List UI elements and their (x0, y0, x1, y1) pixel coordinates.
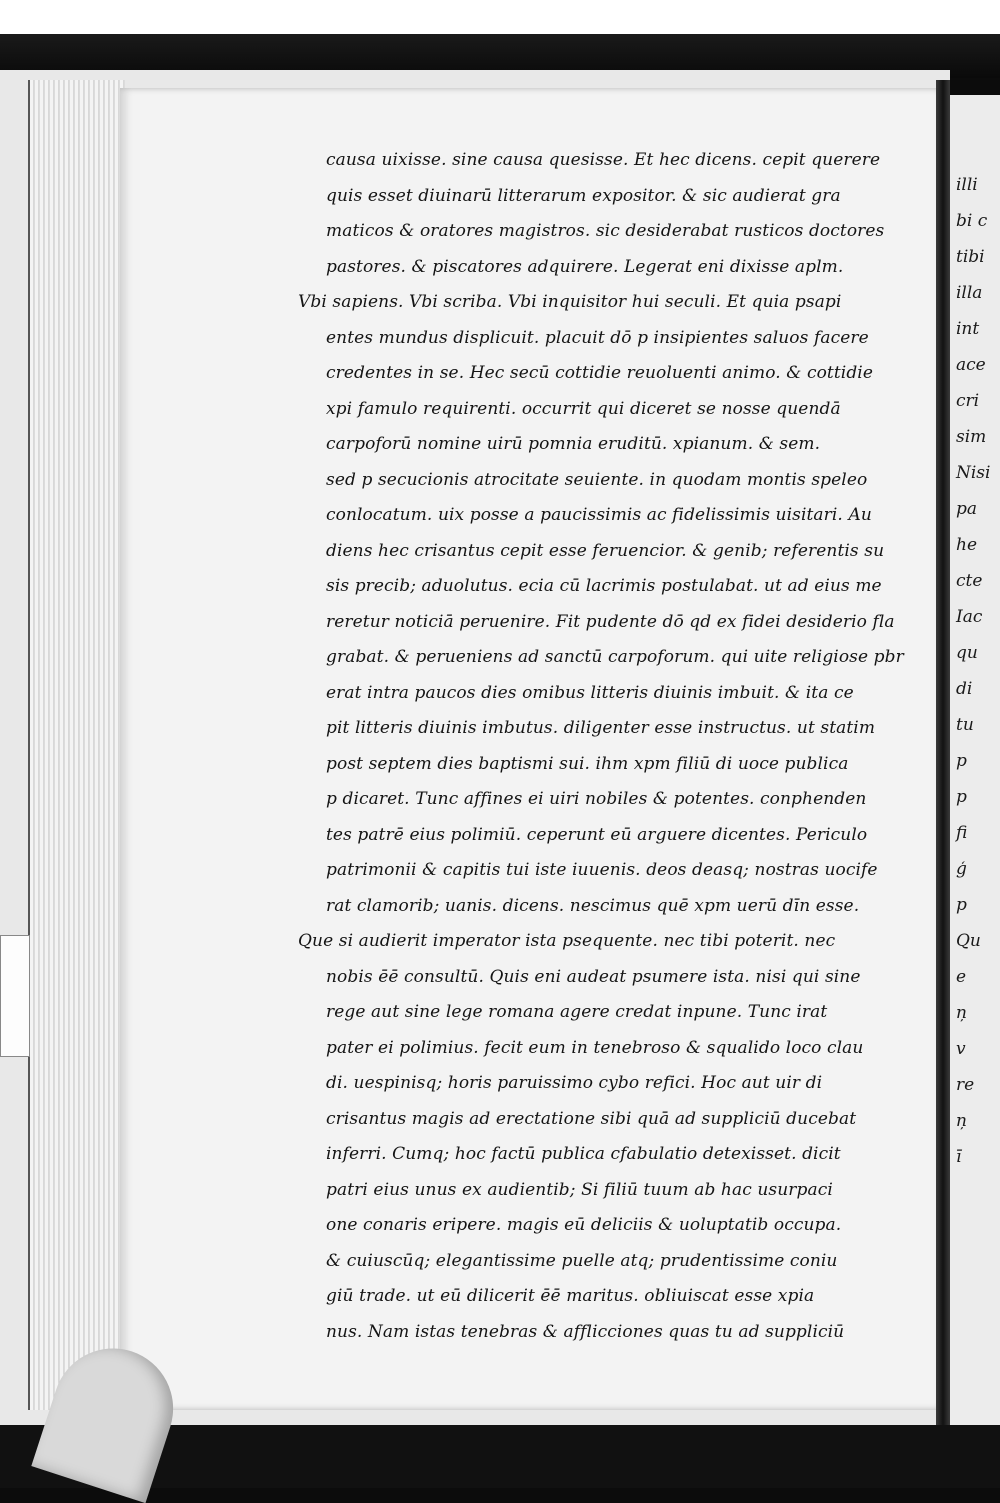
manuscript-line: pastores. & piscatores adquirere. Legerat eni dixisse aplm. (326, 256, 844, 277)
manuscript-line: maticos & oratores magistros. sic desiderabat rusticos doctores (326, 221, 885, 241)
manuscript-line: credentes in se. Hec secū cottidie reuoluenti animo. & cottidie (326, 363, 874, 383)
manuscript-line: sed p secucionis atrocitate seuiente. in quodam montis speleo (326, 469, 868, 490)
facing-page-fragment: tibi (956, 247, 985, 267)
facing-page-fragment: pa (956, 499, 978, 519)
manuscript-line: nus. Nam istas tenebras & afflicciones quas tu ad suppliciū (326, 1321, 845, 1342)
manuscript-line: & cuiuscūq; elegantissime puelle atq; prudentissime coniu (326, 1250, 838, 1271)
manuscript-line: grabat. & perueniens ad sanctū carpoforum. qui uite religiose pbr (326, 647, 904, 667)
facing-page-fragment: cte (956, 571, 983, 591)
facing-page-fragment: illa (956, 283, 983, 303)
facing-page-fragment: he (956, 535, 978, 555)
manuscript-line: inferri. Cumq; hoc factū publica cfabulatio detexisset. dicit (326, 1144, 841, 1164)
manuscript-line: di. uespinisq; horis paruissimo cybo refici. Hoc aut uir di (326, 1073, 823, 1093)
facing-page-fragment: Nisi (956, 463, 991, 483)
book-gutter (936, 80, 950, 1440)
facing-page-fragment: ace (956, 355, 986, 375)
manuscript-line: pit litteris diuinis imbutus. diligenter esse instructus. ut statim (326, 718, 876, 738)
manuscript-line: diens hec crisantus cepit esse feruencior. & genib; referentis su (326, 540, 885, 561)
facing-page-fragment: re (956, 1075, 975, 1095)
manuscript-line: sis precib; aduolutus. ecia cū lacrimis postulabat. ut ad eius me (326, 576, 882, 596)
manuscript-line: entes mundus displicuit. placuit dō p insipientes saluos facere (326, 327, 869, 348)
facing-page-fragment: bi c (956, 211, 988, 231)
manuscript-line: quis esset diuinarū litterarum expositor. & sic audierat gra (326, 185, 841, 206)
manuscript-line: Vbi sapiens. Vbi scriba. Vbi inquisitor hui seculi. Et quia psapi (298, 292, 842, 312)
manuscript-line: Que si audierit imperator ista psequente. nec tibi poterit. nec (298, 931, 836, 951)
facing-page-fragment: tu (956, 715, 974, 735)
paper-slip-marker (0, 935, 30, 1057)
manuscript-line: one conaris eripere. magis eū deliciis & uoluptatib occupa. (326, 1215, 842, 1235)
facing-page-fragment: Qu (956, 931, 981, 951)
manuscript-line: patri eius unus ex audientib; Si filiū tuum ab hac usurpaci (326, 1179, 833, 1200)
manuscript-line: p dicaret. Tunc affines ei uiri nobiles & potentes. conphenden (326, 789, 867, 809)
facing-page-fragment: di (956, 679, 973, 699)
manuscript-text-block (298, 150, 938, 1357)
manuscript-line: post septem dies baptismi sui. ihm xpm filiū di uoce publica (326, 753, 849, 774)
manuscript-line: reretur noticiā peruenire. Fit pudente dō qd ex fidei desiderio fla (326, 611, 895, 632)
facing-page-fragment: ņ (956, 1111, 967, 1131)
facing-page-fragment: p (956, 895, 967, 915)
manuscript-line: carpoforū nomine uirū pomnia eruditū. xpianum. & sem. (326, 434, 821, 454)
page-fore-edge (28, 80, 125, 1410)
facing-page-fragment: qu (956, 643, 978, 663)
manuscript-line: pater ei polimius. fecit eum in tenebroso & squalido loco clau (326, 1037, 864, 1058)
facing-page-fragment: ņ (956, 1003, 967, 1023)
manuscript-line: crisantus magis ad erectatione sibi quā ad suppliciū ducebat (326, 1108, 857, 1129)
manuscript-line: giū trade. ut eū dilicerit ēē maritus. obliuiscat esse xpia (326, 1286, 815, 1306)
facing-page-fragment: illi (956, 175, 978, 195)
scan-top-margin (0, 0, 1000, 34)
facing-page-fragment: fi (956, 823, 968, 843)
manuscript-line: rat clamorib; uanis. dicens. nescimus quē xpm uerū dīn esse. (326, 895, 860, 916)
facing-page-fragment: v (956, 1039, 966, 1059)
manuscript-line: nobis ēē consultū. Quis eni audeat psumere ista. nisi qui sine (326, 966, 861, 987)
facing-page-edge (950, 95, 1000, 1435)
manuscript-line: patrimonii & capitis tui iste iuuenis. deos deasq; nostras uocife (326, 860, 878, 880)
facing-page-fragment: int (956, 319, 980, 339)
manuscript-line: rege aut sine lege romana agere credat inpune. Tunc irat (326, 1002, 828, 1022)
facing-page-fragment: Iac (956, 607, 983, 627)
manuscript-line: xpi famulo requirenti. occurrit qui diceret se nosse quendā (326, 398, 841, 419)
facing-page-fragment: p (956, 751, 967, 771)
manuscript-line: tes patrē eius polimiū. ceperunt eū arguere dicentes. Periculo (326, 824, 868, 845)
facing-page-fragment: sim (956, 427, 987, 447)
facing-page-fragment: ģ (956, 859, 967, 879)
manuscript-line: erat intra paucos dies omibus litteris diuinis imbuit. & ita ce (326, 682, 854, 703)
facing-page-fragment: cri (956, 391, 980, 411)
manuscript-line: causa uixisse. sine causa quesisse. Et hec dicens. cepit querere (326, 150, 881, 170)
manuscript-line: conlocatum. uix posse a paucissimis ac fidelissimis uisitari. Au (326, 505, 872, 525)
facing-page-fragment: e (956, 967, 967, 987)
facing-page-fragment: ī (956, 1147, 962, 1167)
facing-page-fragment: p (956, 787, 967, 807)
